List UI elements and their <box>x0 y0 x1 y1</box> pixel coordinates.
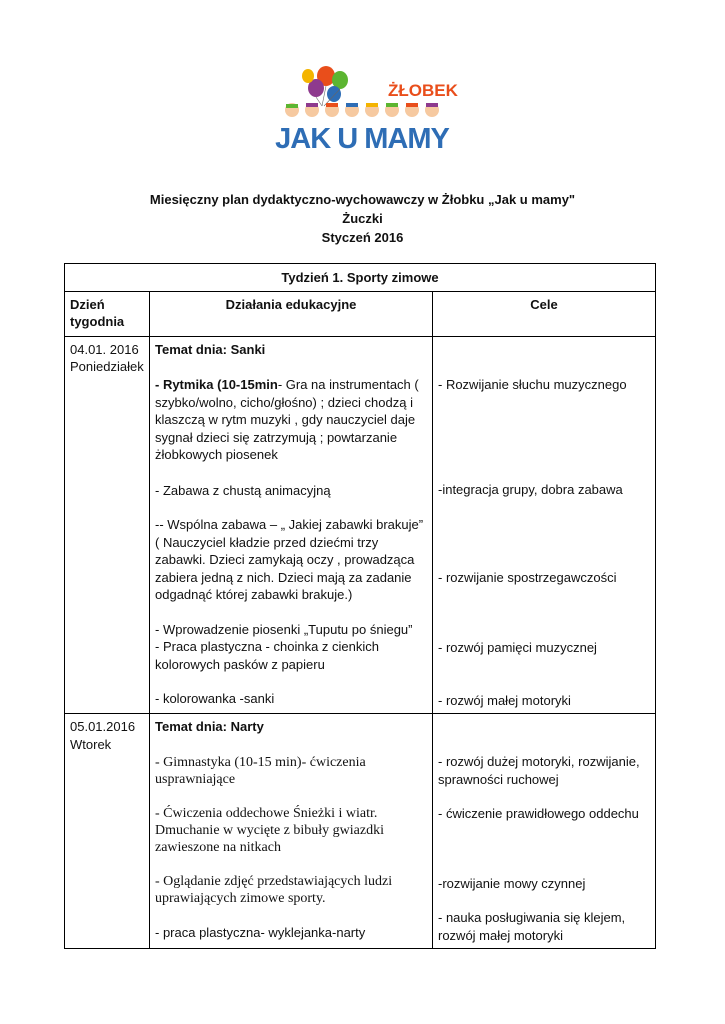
goal-item: - rozwijanie spostrzegawczości <box>438 569 617 585</box>
activity-item: - Zabawa z chustą animacyjną <box>155 482 331 498</box>
day-date: 05.01.2016 <box>70 719 136 734</box>
day-date: 04.01. 2016 <box>70 341 139 357</box>
goals-cell <box>433 714 656 949</box>
day-weekday: Wtorek <box>70 736 112 752</box>
column-header-goals: Cele <box>433 291 656 336</box>
activities-cell <box>150 714 433 949</box>
activity-rhythmics-title: - Rytmika (10-15min <box>155 377 278 392</box>
header-row <box>65 291 656 336</box>
plan-table <box>64 263 656 949</box>
activities-cell <box>150 336 433 714</box>
activity-item: - Oglądanie zdjęć przedstawiających ludzi uprawiających zimowe sporty. <box>155 873 393 906</box>
title-line-group: Żuczki <box>342 211 383 226</box>
document-title <box>0 190 725 247</box>
balloon-yellow-icon <box>302 69 314 83</box>
day-theme: Temat dnia: Narty <box>155 719 264 734</box>
activity-item: - Gimnastyka (10-15 min)- ćwiczenia usprawniające <box>155 754 366 787</box>
goals-cell <box>433 336 656 714</box>
goal-item: - rozwój małej motoryki <box>438 692 571 708</box>
activity-item: -- Wspólna zabawa – „ Jakiej zabawki brakuje” ( Nauczyciel kładzie przed dziećmi trzy zabawki. Dzieci zamykają oczy , prowadząca zabiera jedną z nich. Dzieci mają za zadanie odgadnąć której zabawki brakuje.) <box>155 517 424 602</box>
goal-item: - nauka posługiwania się klejem, rozwój małej motoryki <box>438 910 626 943</box>
day-cell <box>65 714 150 949</box>
goal-item: -rozwijanie mowy czynnej <box>438 875 586 891</box>
svg-text:JAK U MAMY: JAK U MAMY <box>275 123 449 155</box>
activity-rhythmics-text: - Gra na instrumentach ( szybko/wolno, cicho/głośno) ; dzieci chodzą i klaszczą w rytm muzyki , gdy nauczyciel daje sygnał dzieci się zatrzymują ; powtarzanie żłobkowych piosenek <box>155 377 419 462</box>
goal-item: -integracja grupy, dobra zabawa <box>438 482 623 497</box>
logo-graphic <box>275 66 458 158</box>
activity-item: - praca plastyczna- wyklejanka-narty <box>155 924 366 940</box>
goal-item: - rozwój pamięci muzycznej <box>438 640 597 655</box>
week-title: Tydzień 1. Sporty zimowe <box>65 264 656 292</box>
activity-item: - Wprowadzenie piosenki „Tuputu po śniegu” <box>155 621 413 637</box>
balloon-blue-icon <box>327 86 341 102</box>
activity-item: - Praca plastyczna - choinka z cienkich kolorowych pasków z papieru <box>155 639 379 672</box>
goal-item: - Rozwijanie słuchu muzycznego <box>438 376 627 392</box>
activity-item: - kolorowanka -sanki <box>155 691 275 706</box>
title-line-month: Styczeń 2016 <box>321 230 404 245</box>
title-line-plan: Miesięczny plan dydaktyczno-wychowawczy w Żłobku „Jak u mamy" <box>149 192 576 207</box>
day-cell <box>65 336 150 714</box>
column-header-day: Dzień tygodnia <box>65 291 150 336</box>
activity-item: - Ćwiczenia oddechowe Śnieżki i wiatr. Dmuchanie w wycięte z bibuły gwiazdki zawieszone na nitkach <box>155 805 384 855</box>
day-theme: Temat dnia: Sanki <box>155 341 266 357</box>
table-row <box>65 336 656 714</box>
zlobek-logo <box>275 66 458 158</box>
goal-item: - rozwój dużej motoryki, rozwijanie, sprawności ruchowej <box>438 754 640 787</box>
goal-item: - ćwiczenie prawidłowego oddechu <box>438 806 639 821</box>
activity-rhythmics <box>155 376 427 464</box>
svg-text:ŻŁOBEK: ŻŁOBEK <box>388 81 458 100</box>
day-weekday: Poniedziałek <box>70 359 144 374</box>
table-row <box>65 714 656 949</box>
column-header-activities: Działania edukacyjne <box>150 291 433 336</box>
week-row <box>65 264 656 292</box>
